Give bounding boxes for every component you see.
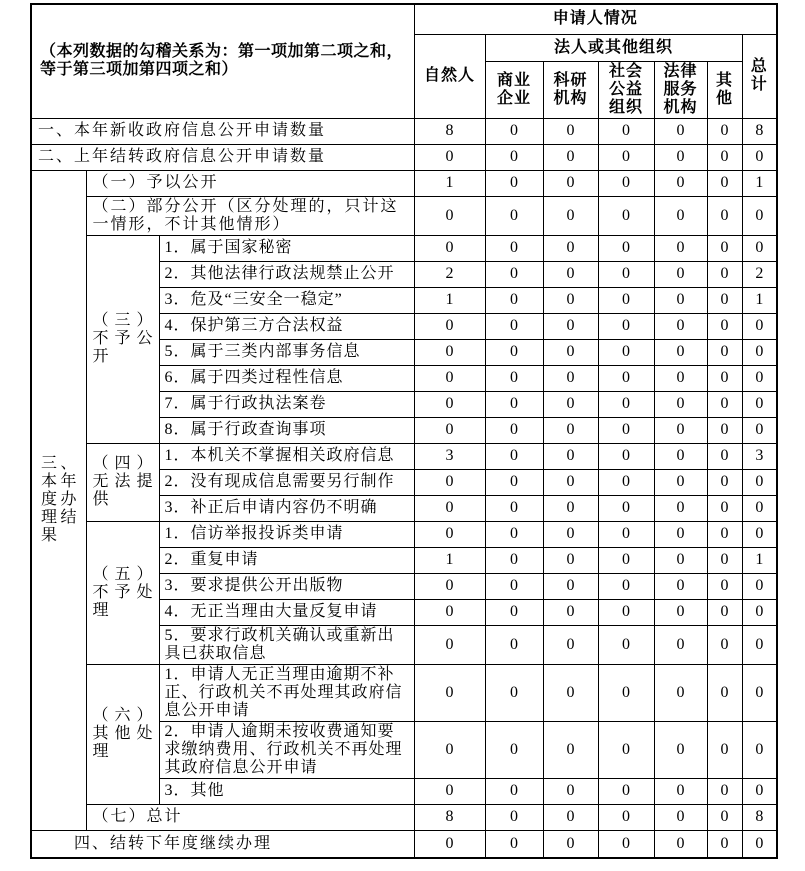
group-label-sec5: （五）不予处理 [86,521,159,664]
value-cell: 0 [543,118,598,144]
group-label-sec4: （四）无法提供 [86,443,159,521]
value-cell: 0 [485,118,543,144]
value-cell: 0 [742,196,777,235]
row-label: 1．本机关不掌握相关政府信息 [159,443,414,469]
value-cell: 0 [485,625,543,664]
value-cell: 0 [598,664,654,721]
header-applicant-status: 申请人情况 [414,4,777,34]
value-cell: 0 [414,365,485,391]
value-cell: 0 [654,495,707,521]
value-cell: 0 [707,287,742,313]
value-cell: 0 [414,391,485,417]
value-cell: 0 [543,443,598,469]
value-cell: 0 [543,287,598,313]
value-cell: 0 [654,417,707,443]
table-row [31,521,777,547]
value-cell: 0 [707,547,742,573]
table-row [31,664,777,721]
value-cell: 0 [707,313,742,339]
value-cell: 0 [414,721,485,778]
value-cell: 0 [543,830,598,858]
value-cell: 0 [707,339,742,365]
value-cell: 0 [654,365,707,391]
value-cell: 0 [598,573,654,599]
value-cell: 0 [742,664,777,721]
header-total: 总计 [742,34,777,118]
value-cell: 0 [707,261,742,287]
value-cell: 0 [485,417,543,443]
value-cell: 0 [654,804,707,830]
value-cell: 0 [414,417,485,443]
value-cell: 0 [654,521,707,547]
value-cell: 0 [598,625,654,664]
header-legal-org-group: 法人或其他组织 [485,34,742,61]
value-cell: 0 [485,469,543,495]
value-cell: 0 [654,830,707,858]
value-cell: 0 [707,521,742,547]
value-cell: 0 [485,144,543,170]
value-cell: 0 [598,804,654,830]
value-cell: 2 [414,261,485,287]
row-label: （七）总计 [86,804,414,830]
value-cell: 0 [485,804,543,830]
value-cell: 0 [485,778,543,804]
value-cell: 0 [543,469,598,495]
value-cell: 0 [485,196,543,235]
value-cell: 0 [543,721,598,778]
value-cell: 0 [485,830,543,858]
value-cell: 0 [598,521,654,547]
row-label: 3．其他 [159,778,414,804]
row-label: 5．属于三类内部事务信息 [159,339,414,365]
value-cell: 0 [654,573,707,599]
value-cell: 0 [707,235,742,261]
value-cell: 0 [742,235,777,261]
value-cell: 0 [654,664,707,721]
value-cell: 0 [598,261,654,287]
row-label: 3．危及“三安全一稳定” [159,287,414,313]
value-cell: 0 [742,573,777,599]
group-label-sec6: （六）其他处理 [86,664,159,804]
value-cell: 0 [485,261,543,287]
value-cell: 0 [414,625,485,664]
value-cell: 0 [543,365,598,391]
disclosure-table [30,3,778,859]
header-row-1 [31,4,777,34]
value-cell: 0 [543,547,598,573]
value-cell: 0 [707,170,742,196]
value-cell: 0 [654,170,707,196]
value-cell: 0 [598,417,654,443]
value-cell: 0 [485,365,543,391]
value-cell: 0 [598,144,654,170]
value-cell: 0 [742,599,777,625]
value-cell: 0 [414,830,485,858]
value-cell: 0 [742,339,777,365]
value-cell: 0 [543,495,598,521]
value-cell: 0 [485,664,543,721]
value-cell: 8 [742,118,777,144]
row-label: 2．重复申请 [159,547,414,573]
table-row [31,443,777,469]
row-label: 1．申请人无正当理由逾期不补正、行政机关不再处理其政府信息公开申请 [159,664,414,721]
value-cell: 0 [485,339,543,365]
value-cell: 0 [598,495,654,521]
value-cell: 0 [707,443,742,469]
value-cell: 0 [742,521,777,547]
row-label: （二）部分公开（区分处理的，只计这一情形，不计其他情形） [86,196,414,235]
value-cell: 0 [707,495,742,521]
value-cell: 0 [543,144,598,170]
value-cell: 0 [707,625,742,664]
value-cell: 0 [485,313,543,339]
value-cell: 0 [543,339,598,365]
header-org-other: 其他 [707,61,742,118]
row-label: 3．要求提供公开出版物 [159,573,414,599]
value-cell: 0 [742,778,777,804]
row-label: 4．保护第三方合法权益 [159,313,414,339]
value-cell: 0 [485,287,543,313]
value-cell: 3 [742,443,777,469]
value-cell: 0 [707,365,742,391]
value-cell: 0 [742,365,777,391]
value-cell: 0 [543,664,598,721]
value-cell: 0 [654,778,707,804]
value-cell: 0 [707,573,742,599]
value-cell: 0 [485,235,543,261]
value-cell: 0 [654,287,707,313]
row-label: 二、上年结转政府信息公开申请数量 [31,144,414,170]
value-cell: 0 [598,721,654,778]
value-cell: 0 [414,599,485,625]
header-org-research: 科研机构 [543,61,598,118]
value-cell: 0 [598,547,654,573]
row-label: 2．没有现成信息需要另行制作 [159,469,414,495]
table-row [31,830,777,858]
value-cell: 0 [654,118,707,144]
value-cell: 3 [414,443,485,469]
group-label-sec3: （三）不予公开 [86,235,159,443]
value-cell: 0 [742,144,777,170]
value-cell: 0 [598,830,654,858]
value-cell: 0 [654,721,707,778]
row-label: 一、本年新收政府信息公开申请数量 [31,118,414,144]
header-natural-person: 自然人 [414,34,485,118]
value-cell: 0 [707,391,742,417]
value-cell: 0 [654,625,707,664]
row-label: 5．要求行政机关确认或重新出具已获取信息 [159,625,414,664]
row-label: 4．无正当理由大量反复申请 [159,599,414,625]
value-cell: 8 [742,804,777,830]
value-cell: 0 [598,313,654,339]
value-cell: 1 [742,547,777,573]
value-cell: 0 [414,196,485,235]
row-label: 3．补正后申请内容仍不明确 [159,495,414,521]
value-cell: 0 [742,830,777,858]
value-cell: 0 [707,144,742,170]
value-cell: 1 [414,287,485,313]
value-cell: 0 [543,235,598,261]
value-cell: 0 [742,495,777,521]
value-cell: 0 [654,339,707,365]
value-cell: 0 [543,170,598,196]
value-cell: 0 [654,547,707,573]
row-label: 6．属于四类过程性信息 [159,365,414,391]
value-cell: 2 [742,261,777,287]
row-label: 1．属于国家秘密 [159,235,414,261]
value-cell: 0 [543,521,598,547]
value-cell: 0 [598,365,654,391]
value-cell: 0 [598,170,654,196]
header-org-social-welfare: 社会公益组织 [598,61,654,118]
value-cell: 0 [742,625,777,664]
value-cell: 8 [414,118,485,144]
row-label: 2．申请人逾期未按收费通知要求缴纳费用、行政机关不再处理其政府信息公开申请 [159,721,414,778]
row-label: 四、结转下年度继续办理 [31,830,414,858]
value-cell: 0 [485,599,543,625]
value-cell: 0 [598,235,654,261]
value-cell: 0 [543,778,598,804]
value-cell: 0 [414,469,485,495]
value-cell: 0 [543,573,598,599]
value-cell: 1 [742,287,777,313]
value-cell: 0 [742,313,777,339]
value-cell: 0 [742,391,777,417]
value-cell: 0 [414,778,485,804]
value-cell: 0 [598,599,654,625]
value-cell: 0 [598,196,654,235]
table-row [31,144,777,170]
table-row [31,235,777,261]
row-label: （一）予以公开 [86,170,414,196]
value-cell: 0 [543,417,598,443]
value-cell: 0 [707,417,742,443]
value-cell: 0 [742,721,777,778]
value-cell: 0 [654,599,707,625]
value-cell: 0 [485,495,543,521]
value-cell: 0 [707,721,742,778]
value-cell: 1 [742,170,777,196]
value-cell: 0 [414,235,485,261]
value-cell: 0 [598,443,654,469]
value-cell: 0 [485,443,543,469]
header-org-commercial: 商业企业 [485,61,543,118]
value-cell: 0 [414,144,485,170]
value-cell: 0 [414,521,485,547]
row-label: 8．属于行政查询事项 [159,417,414,443]
value-cell: 1 [414,170,485,196]
value-cell: 0 [598,287,654,313]
value-cell: 0 [543,804,598,830]
value-cell: 0 [485,721,543,778]
value-cell: 0 [543,599,598,625]
value-cell: 0 [707,664,742,721]
value-cell: 0 [485,547,543,573]
value-cell: 0 [598,391,654,417]
table-row [31,804,777,830]
value-cell: 0 [742,469,777,495]
value-cell: 8 [414,804,485,830]
corner-note: （本列数据的勾稽关系为：第一项加第二项之和，等于第三项加第四项之和） [31,4,414,118]
value-cell: 0 [543,261,598,287]
value-cell: 0 [654,144,707,170]
value-cell: 0 [485,521,543,547]
value-cell: 0 [414,664,485,721]
row-label: 7．属于行政执法案卷 [159,391,414,417]
row-label: 1．信访举报投诉类申请 [159,521,414,547]
value-cell: 0 [598,778,654,804]
value-cell: 0 [654,313,707,339]
value-cell: 0 [598,339,654,365]
value-cell: 0 [598,469,654,495]
value-cell: 0 [707,196,742,235]
value-cell: 1 [414,547,485,573]
value-cell: 0 [543,196,598,235]
value-cell: 0 [485,573,543,599]
value-cell: 0 [485,170,543,196]
value-cell: 0 [414,339,485,365]
header-org-legal-service: 法律服务机构 [654,61,707,118]
value-cell: 0 [654,261,707,287]
value-cell: 0 [654,235,707,261]
value-cell: 0 [742,417,777,443]
value-cell: 0 [707,599,742,625]
value-cell: 0 [707,830,742,858]
value-cell: 0 [707,778,742,804]
row-label: 2．其他法律行政法规禁止公开 [159,261,414,287]
value-cell: 0 [707,118,742,144]
value-cell: 0 [414,573,485,599]
group-label-annual-results: 三、本年度办理结果 [31,170,86,830]
value-cell: 0 [654,196,707,235]
value-cell: 0 [707,804,742,830]
value-cell: 0 [654,469,707,495]
value-cell: 0 [654,391,707,417]
value-cell: 0 [707,469,742,495]
value-cell: 0 [598,118,654,144]
table-row [31,170,777,196]
table-row [31,196,777,235]
value-cell: 0 [414,495,485,521]
value-cell: 0 [654,443,707,469]
value-cell: 0 [543,625,598,664]
table-row [31,118,777,144]
value-cell: 0 [485,391,543,417]
value-cell: 0 [543,391,598,417]
value-cell: 0 [543,313,598,339]
value-cell: 0 [414,313,485,339]
